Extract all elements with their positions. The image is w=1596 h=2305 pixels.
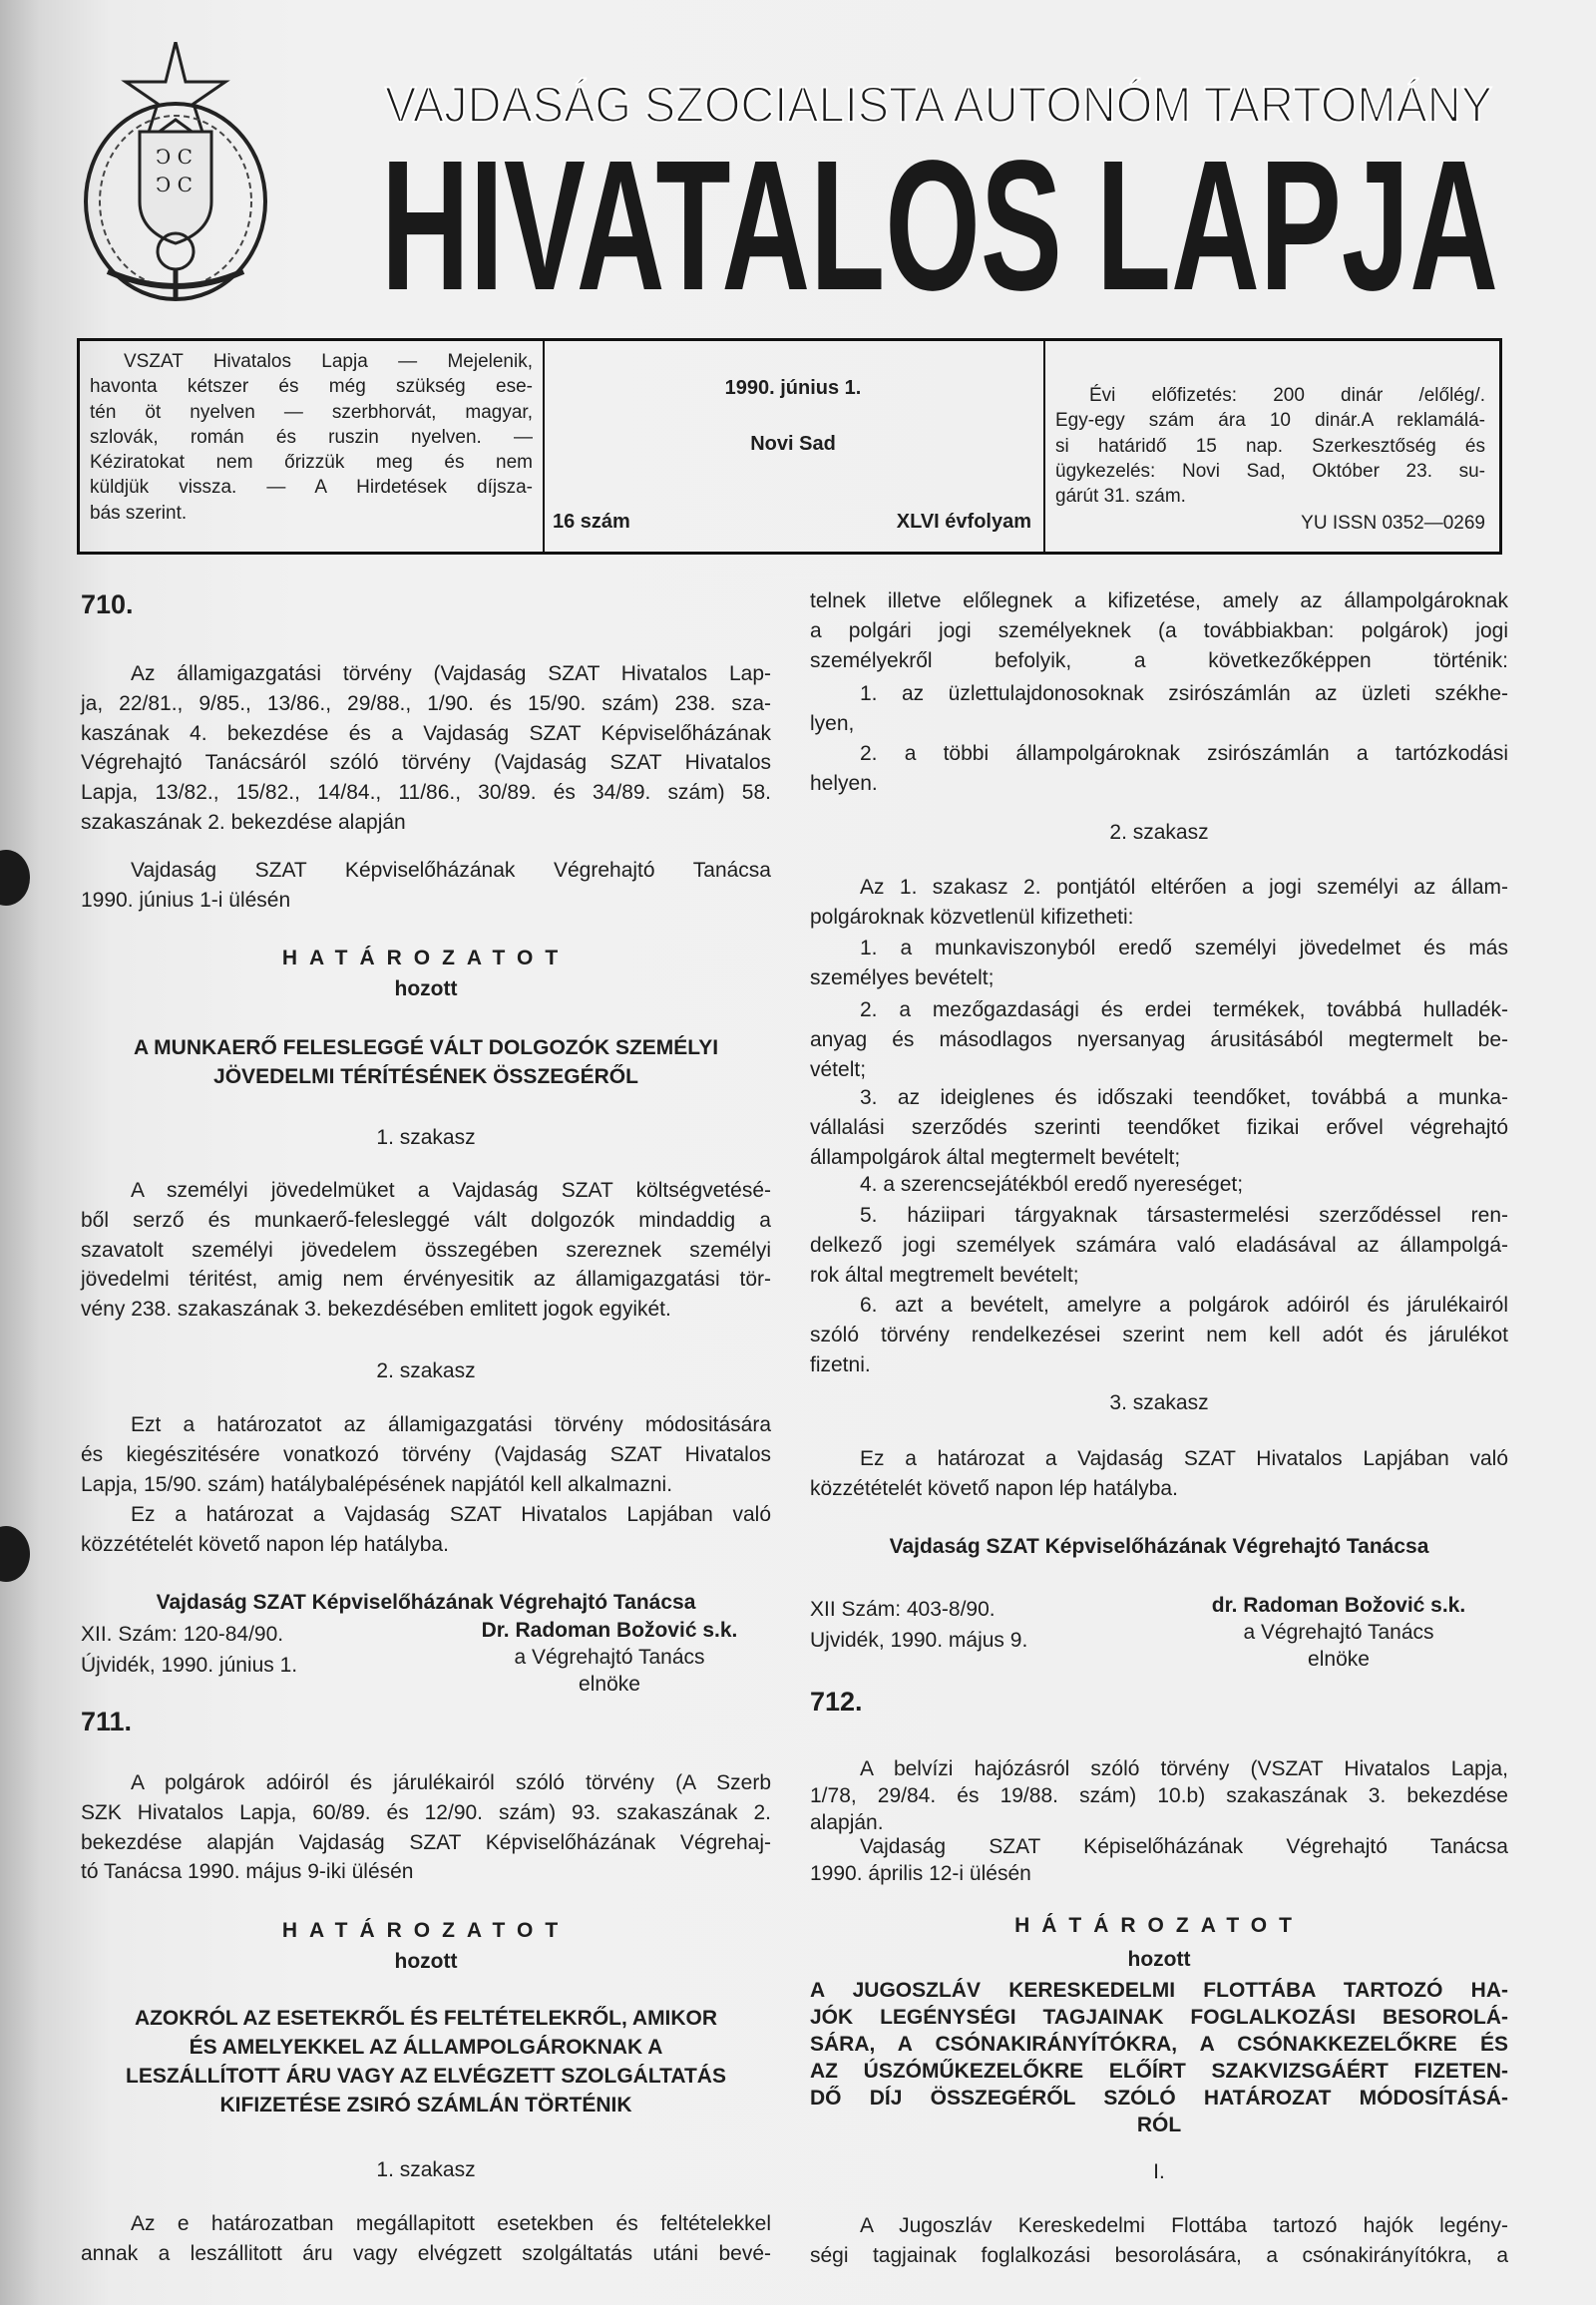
- title-line: RÓL: [1136, 2113, 1182, 2136]
- text-line: anyag és másodlagos nyersanyag árusitásából megtermelt be-: [810, 1027, 1508, 1051]
- section-heading: 1. szakasz: [376, 2158, 476, 2181]
- signatory-role: a Végrehajtó Tanács: [1243, 1621, 1434, 1644]
- text-line: delkező jogi személyek számára való eladásával az állampolgá-: [810, 1233, 1508, 1257]
- section-heading: 2. szakasz: [376, 1359, 476, 1382]
- text-line: 6. azt a bevételt, amelyre a polgárok adóiról és járulékairól: [860, 1294, 1508, 1317]
- info-line: VSZAT Hivatalos Lapja — Mejelenik,: [124, 351, 533, 372]
- signing-body: Vajdaság SZAT Képviselőházának Végrehajtó Tanácsa: [156, 1591, 696, 1614]
- paragraph: [810, 1755, 1508, 1836]
- publication-title: HIVATALOS LAPJA: [381, 123, 1498, 299]
- info-line: bás szerint.: [90, 502, 188, 524]
- paragraph: [81, 1410, 771, 1499]
- info-line: szlovák, román és ruszin nyelven. —: [90, 426, 533, 448]
- text-line: Végrehajtó Tanácsáról szóló törvény (Vajdaság SZAT Hivatalos: [81, 751, 771, 775]
- signature-block: [81, 1588, 771, 1696]
- punch-hole: [0, 850, 30, 906]
- decision-title: [810, 1977, 1508, 2138]
- decision-type-heading: HÁTÁROZATOT: [1014, 1914, 1304, 1937]
- issn: YU ISSN 0352—0269: [1301, 513, 1485, 534]
- svg-text:Ͻ Ϲ: Ͻ Ϲ: [156, 173, 193, 196]
- text-line: személyekről befolyik, a következőképpen történik:: [810, 648, 1508, 672]
- title-line: ÉS AMELYEKKEL AZ ÁLLAMPOLGÁROKNAK A: [189, 2036, 663, 2059]
- text-line: ja, 22/81., 9/85., 13/86., 29/88., 1/90. és 15/90. szám) 238. sza-: [81, 691, 771, 715]
- text-line: állampolgárok által megtermelt bevételt;: [810, 1145, 1181, 1169]
- decision-subheading: hozott: [394, 977, 458, 1000]
- text-line: 3. az ideiglenes és időszaki teendőket, továbbá a munka-: [860, 1086, 1508, 1109]
- text-line: 1990. április 12-i ülésén: [810, 1862, 1031, 1885]
- title-line: A MUNKAERŐ FELESLEGGÉ VÁLT DOLGOZÓK SZEMÉLYI: [133, 1036, 719, 1059]
- decision-type-heading: HATÁROZATOT: [281, 1919, 571, 1942]
- text-line: 2. a mezőgazdasági és erdei termékek, továbbá hulladék-: [860, 998, 1508, 1021]
- punch-hole: [0, 1526, 30, 1582]
- publication-notice-cell: [80, 341, 545, 552]
- text-line: alapján.: [810, 1811, 884, 1834]
- text-line: Vajdaság SZAT Képviselőházának Végrehajtó Tanácsa: [131, 859, 771, 882]
- text-line: 2. a többi állampolgároknak zsirószámlán a tartózkodási: [860, 742, 1508, 765]
- text-line: 5. háziipari tárgyaknak társastermelési szerződéssel ren-: [860, 1204, 1508, 1227]
- text-line: közzétételét követő napon lép hatályba.: [810, 1476, 1178, 1500]
- text-line: Ez a határozat a Vajdaság SZAT Hivatalos Lapjában való: [860, 1447, 1508, 1470]
- paragraph: [81, 659, 771, 838]
- issue-date: 1990. június 1.: [724, 377, 862, 399]
- reference-line: XII Szám: 403-8/90.: [810, 1598, 996, 1621]
- title-line: AZ ÚSZÓMŰKEZELŐKRE ELŐÍRT SZAKVIZSGÁÉRT FIZETEN-: [810, 2060, 1508, 2083]
- text-line: 1/78, 29/84. és 19/88. szám) 10.b) szakaszának 3. bekezdése: [810, 1784, 1508, 1807]
- text-line: annak a leszállitott áru vagy elvégzett szolgáltatás utáni bevé-: [81, 2241, 771, 2265]
- text-line: vény 238. szakaszának 3. bekezdésében emlitett jogok egyikét.: [81, 1298, 671, 1322]
- signatory: [1189, 1592, 1488, 1673]
- text-line: helyen.: [810, 771, 878, 795]
- text-line: fizetni.: [810, 1352, 871, 1376]
- text-line: Az e határozatban megállapitott esetekben és feltételekkel: [131, 2212, 771, 2235]
- signing-body: Vajdaság SZAT Képviselőházának Végrehajtó Tanácsa: [889, 1535, 1429, 1558]
- text-line: szakaszának 2. bekezdése alapján: [81, 810, 406, 834]
- reference-lines: [810, 1594, 1027, 1656]
- text-line: jövedelmi téritést, amig nem érvényesitik az államigazgatási tör-: [81, 1268, 771, 1292]
- text-line: szavatolt személyi jövedelem összegében szereznek személyi: [81, 1238, 771, 1262]
- text-line: vállalási szerződés szerinti teendőket fizikai erővel végrehajtó: [810, 1115, 1508, 1139]
- publication-info-box: [77, 338, 1502, 555]
- text-line: Az államigazgatási törvény (Vajdaság SZAT Hivatalos Lap-: [131, 662, 771, 685]
- text-line: lyen,: [810, 711, 855, 735]
- info-line: Egy-egy szám ára 10 dinár.A reklamálá-: [1055, 410, 1485, 432]
- svg-text:Ͻ Ϲ: Ͻ Ϲ: [156, 145, 193, 169]
- paragraph: [81, 856, 771, 916]
- text-line: Ez a határozat a Vajdaság SZAT Hivatalos Lapjában való: [131, 1503, 771, 1526]
- text-line: A személyi jövedelmüket a Vajdaság SZAT költségvetésé-: [131, 1179, 771, 1202]
- text-line: a polgári jogi személyeknek (a továbbiakban: polgárok) jogi: [810, 618, 1508, 642]
- paragraph: [810, 995, 1508, 1084]
- title-line: AZOKRÓL AZ ESETEKRŐL ÉS FELTÉTELEKRŐL, AMIKOR: [134, 2007, 718, 2030]
- text-line: tó Tanácsa 1990. május 9-iki ülésén: [81, 1860, 414, 1884]
- text-line: A belvízi hajózásról szóló törvény (VSZAT Hivatalos Lapja,: [860, 1757, 1508, 1780]
- info-line: si határidő 15 nap. Szerkesztőség és: [1055, 435, 1485, 457]
- paragraph: [810, 679, 1508, 739]
- section-heading: 3. szakasz: [1109, 1391, 1209, 1414]
- paragraph: [81, 1500, 771, 1560]
- signatory-role: a Végrehajtó Tanács: [514, 1646, 705, 1669]
- text-line: telnek illetve előlegnek a kifizetése, amely az állampolgároknak: [810, 589, 1508, 612]
- text-line: közzétételét követő napon lép hatályba.: [81, 1532, 449, 1556]
- signatory-role: elnöke: [1308, 1648, 1370, 1671]
- info-line: havonta kétszer és még szükség ese-: [90, 376, 533, 398]
- text-line: 4. a szerencsejátékból eredő nyereséget;: [860, 1173, 1244, 1196]
- paragraph: [810, 2211, 1508, 2271]
- coat-of-arms-emblem: [78, 42, 273, 303]
- signatory: [460, 1617, 759, 1698]
- signatory-role: elnöke: [579, 1673, 640, 1696]
- section-heading: 2. szakasz: [1109, 821, 1209, 844]
- text-line: A Jugoszláv Kereskedelmi Flottába tartozó hajók legény-: [860, 2214, 1508, 2237]
- title-line: KIFIZETÉSE ZSIRÓ SZÁMLÁN TÖRTÉNIK: [219, 2094, 632, 2116]
- masthead: [379, 70, 1506, 299]
- paragraph: [81, 2209, 771, 2269]
- title-line: JÓK LEGÉNYSÉGI TAGJAINAK FOGLALKOZÁSI BESOROLÁ-: [810, 2006, 1508, 2029]
- text-line: Vajdaság SZAT Képiselőházának Végrehajtó Tanácsa: [860, 1835, 1508, 1858]
- title-line: SÁRA, A CSÓNAKIRÁNYÍTÓKRA, A CSÓNAKKEZELŐKRE ÉS: [810, 2033, 1508, 2056]
- text-line: személyes bevételt;: [810, 965, 995, 989]
- decision-type-heading: HATÁROZATOT: [281, 947, 571, 969]
- text-line: rok által megtremelt bevételt;: [810, 1263, 1079, 1287]
- reference-line: XII. Szám: 120-84/90.: [81, 1623, 284, 1646]
- info-line: gárút 31. szám.: [1055, 486, 1186, 508]
- decision-number: 712.: [810, 1687, 863, 1717]
- title-line: A JUGOSZLÁV KERESKEDELMI FLOTTÁBA TARTOZÓ HA-: [810, 1979, 1508, 2002]
- text-line: Az 1. szakasz 2. pontjától eltérően a jogi személyi az állam-: [860, 876, 1508, 899]
- text-line: 1. a munkaviszonyból eredő személyi jövedelmet és más: [860, 937, 1508, 960]
- issue-number: 16 szám: [553, 511, 630, 533]
- text-line: bekezdése alapján Vajdaság SZAT Képviselőházának Végrehaj-: [81, 1830, 771, 1854]
- paragraph: [810, 586, 1508, 675]
- text-line: és kiegészitésére vonatkozó törvény (Vajdaság SZAT Hivatalos: [81, 1442, 771, 1466]
- title-line: DŐ DÍJ ÖSSZEGÉRŐL SZÓLÓ HATÁROZAT MÓDOSÍTÁSÁ-: [810, 2087, 1508, 2110]
- issue-volume: XLVI évfolyam: [896, 511, 1031, 533]
- title-line: LESZÁLLÍTOTT ÁRU VAGY AZ ELVÉGZETT SZOLGÁLTATÁS: [126, 2065, 726, 2088]
- decision-subheading: hozott: [394, 1950, 458, 1973]
- paragraph: [810, 1083, 1508, 1172]
- text-line: SZK Hivatalos Lapja, 60/89. és 12/90. szám) 93. szakaszának 2.: [81, 1800, 771, 1824]
- info-line: Évi előfizetés: 200 dinár /előlég/.: [1089, 385, 1485, 406]
- text-line: ségi tagjainak foglalkozási besorolására, a csónakirányítókra, a: [810, 2243, 1508, 2267]
- paragraph: [810, 873, 1508, 933]
- signatory-name: Dr. Radoman Božović s.k.: [481, 1619, 738, 1642]
- section-heading: I.: [1153, 2160, 1165, 2183]
- signature-block: [810, 1532, 1508, 1671]
- issue-place: Novi Sad: [750, 433, 836, 455]
- text-line: Lapja, 15/90. szám) hatálybalépésének napjától kell alkalmazni.: [81, 1472, 673, 1496]
- decision-title: [81, 2004, 771, 2119]
- text-line: Lapja, 13/82., 15/82., 14/84., 11/86., 30/89. és 34/89. szám) 58.: [81, 781, 771, 805]
- decision-subheading: hozott: [1127, 1948, 1191, 1971]
- info-line: küldjük vissza. — A Hirdetések díjsza-: [90, 477, 533, 499]
- title-line: JÖVEDELMI TÉRÍTÉSÉNEK ÖSSZEGÉRŐL: [213, 1065, 638, 1088]
- text-line: Ezt a határozatot az államigazgatási törvény módositására: [131, 1413, 771, 1436]
- reference-lines: [81, 1619, 297, 1681]
- paragraph: [810, 739, 1508, 799]
- text-line: kaszának 4. bekezdése és a Vajdaság SZAT Képviselőházának: [81, 721, 771, 745]
- text-line: vételt;: [810, 1057, 867, 1081]
- signatory-name: dr. Radoman Božović s.k.: [1211, 1594, 1466, 1617]
- text-line: ből serző és munkaerő-felesleggé vált dolgozók mindaddig a: [81, 1208, 771, 1232]
- paragraph: [810, 1833, 1508, 1887]
- decision-title: [81, 1033, 771, 1091]
- text-line: polgároknak közvetlenül kifizetheti:: [810, 905, 1134, 929]
- section-heading: 1. szakasz: [376, 1126, 476, 1149]
- decision-number: 710.: [81, 589, 134, 619]
- info-line: tén öt nyelven — szerbhorvát, magyar,: [90, 401, 533, 423]
- subscription-cell: [1043, 341, 1499, 552]
- paragraph: [81, 1176, 771, 1325]
- info-line: ügykezelés: Novi Sad, Október 23. su-: [1055, 460, 1485, 482]
- reference-line: Ujvidék, 1990. május 9.: [810, 1629, 1028, 1652]
- issue-cell: [543, 341, 1045, 552]
- text-line: szóló törvény rendelkezései szerint nem kell adót és járulékot: [810, 1323, 1508, 1346]
- text-line: A polgárok adóiról és járulékairól szóló törvény (A Szerb: [131, 1771, 771, 1794]
- text-line: 1. az üzlettulajdonosoknak zsirószámlán az üzleti székhe-: [860, 682, 1508, 705]
- paragraph: [810, 1291, 1508, 1379]
- paragraph: [810, 934, 1508, 993]
- decision-number: 711.: [81, 1707, 133, 1736]
- reference-line: Újvidék, 1990. június 1.: [81, 1654, 298, 1677]
- info-line: Kéziratokat nem őrizzük meg és nem: [90, 452, 533, 474]
- paragraph: [810, 1170, 1508, 1200]
- province-line: VAJDASÁG SZOCIALISTA AUTONÓM TARTOMÁNY: [385, 77, 1492, 133]
- text-line: 1990. június 1-i ülésén: [81, 888, 291, 912]
- paragraph: [810, 1444, 1508, 1504]
- paragraph: [81, 1768, 771, 1887]
- paragraph: [810, 1201, 1508, 1290]
